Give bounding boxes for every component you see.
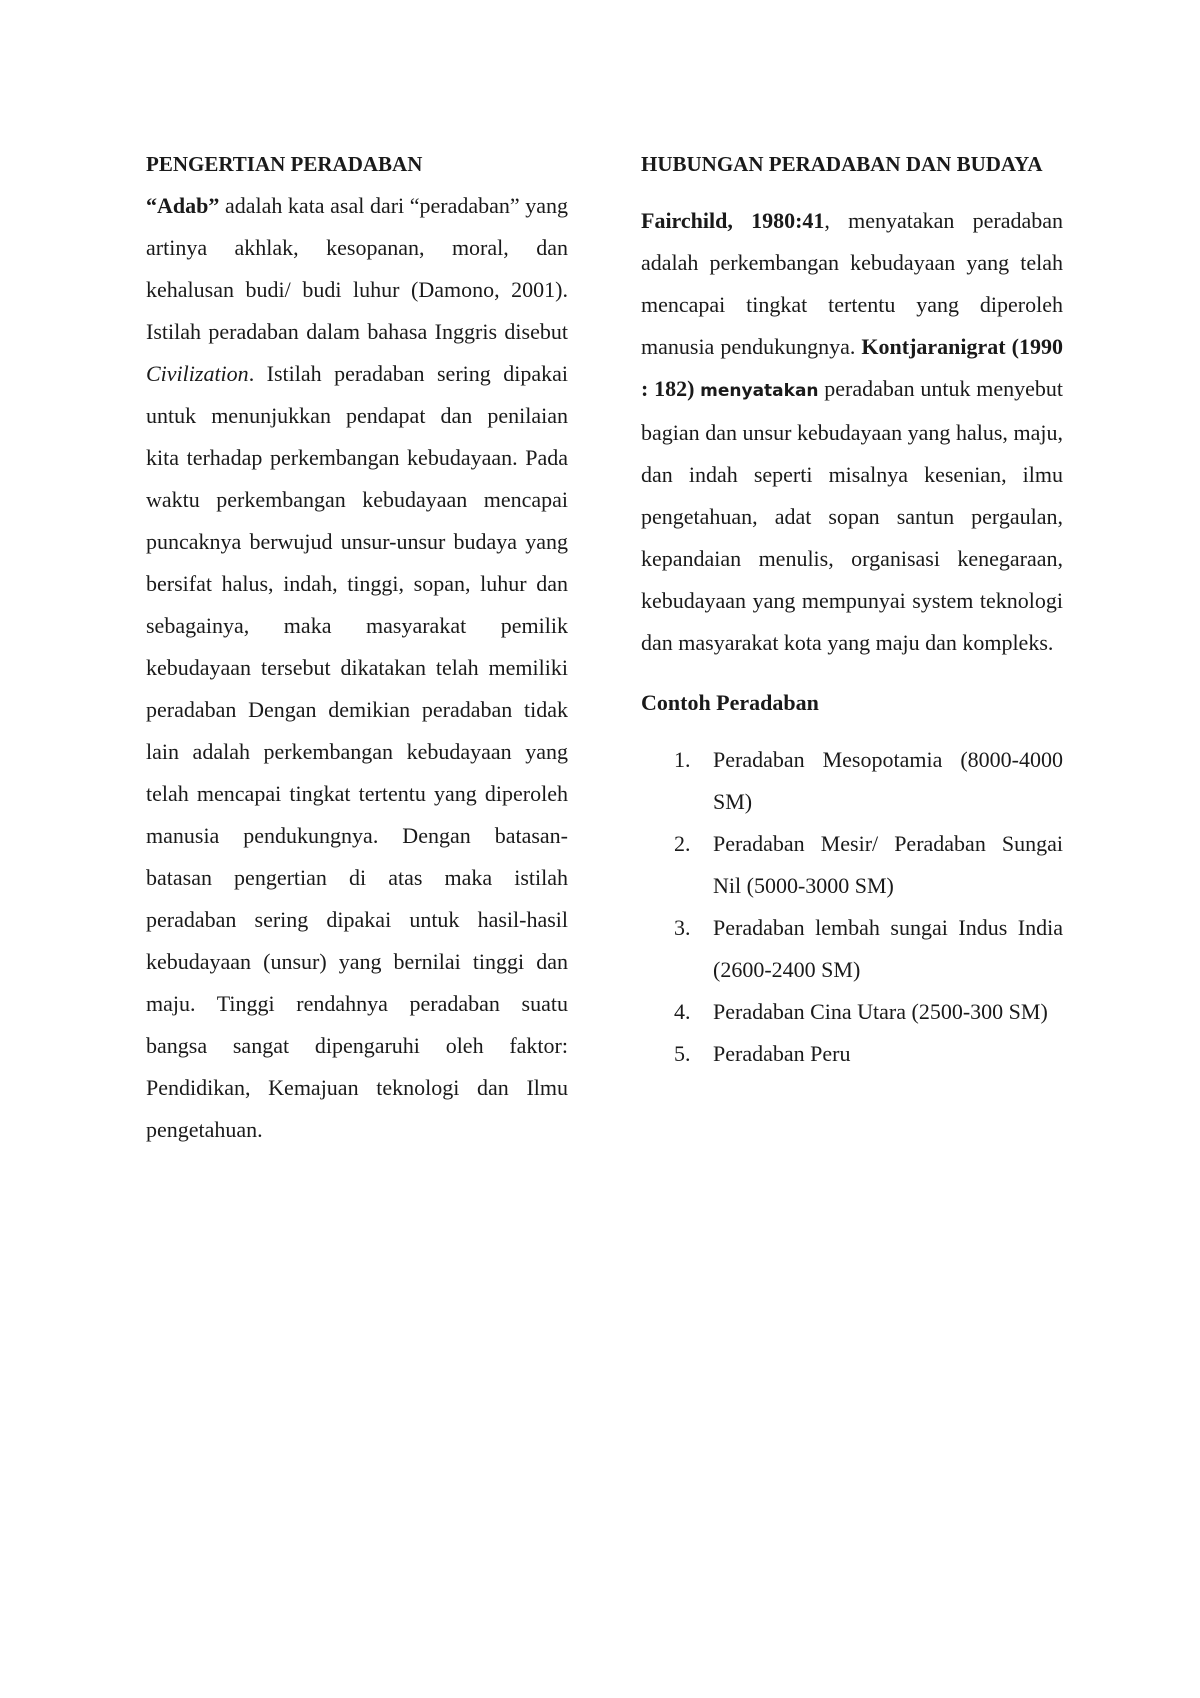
list-number: 5. <box>674 1041 691 1066</box>
list-item <box>641 739 1063 823</box>
left-column <box>146 143 568 1151</box>
civilization-term: Civilization <box>146 361 249 386</box>
list-item <box>641 823 1063 907</box>
pengertian-paragraph <box>146 185 568 1151</box>
list-item <box>641 907 1063 991</box>
list-number: 3. <box>674 915 691 940</box>
list-item-text: Peradaban Mesopotamia (8000-4000 SM) <box>713 747 1063 814</box>
spacer <box>641 664 1063 682</box>
section-heading-pengertian: PENGERTIAN PERADABAN <box>146 152 423 176</box>
list-number: 4. <box>674 999 691 1024</box>
kontjaranigrat-citation: Kontjaranigrat (1990 : 182) <box>641 334 1063 401</box>
list-item <box>641 1033 1063 1075</box>
contoh-peradaban-heading: Contoh Peradaban <box>641 690 819 715</box>
fairchild-citation: Fairchild, 1980:41 <box>641 208 825 233</box>
hubungan-text-part1: , menyatakan peradaban adalah perkembangan kebudayaan yang telah mencapai tingkat tertentu yang diperoleh manusia pendukungnya. <box>641 208 1063 359</box>
menyatakan-word: menyatakan <box>700 381 819 401</box>
list-item-text: Peradaban lembah sungai Indus India (2600-2400 SM) <box>713 915 1063 982</box>
adab-term: “Adab” <box>146 193 220 218</box>
hubungan-paragraph <box>641 200 1063 664</box>
list-number: 2. <box>674 831 691 856</box>
hubungan-text-part2: peradaban untuk menyebut bagian dan unsur kebudayaan yang halus, maju, dan indah seperti misalnya kesenian, ilmu pengetahuan, adat sopan santun pergaulan, kepandaian menulis, organisasi kenegaraan, kebudayaan yang mempunyai system teknologi dan masyarakat kota yang maju dan kompleks. <box>641 376 1063 655</box>
list-number: 1. <box>674 747 691 772</box>
pengertian-text-part2: . Istilah peradaban sering dipakai untuk menunjukkan pendapat dan penilaian kita terhadap perkembangan kebudayaan. Pada waktu perkembangan kebudayaan mencapai puncaknya berwujud unsur-unsur budaya yang bersifat halus, indah, tinggi, sopan, luhur dan sebagainya, maka masyarakat pemilik kebudayaan tersebut dikatakan telah memiliki peradaban Dengan demikian peradaban tidak lain adalah perkembangan kebudayaan yang telah mencapai tingkat tertentu yang diperoleh manusia pendukungnya. Dengan batasan-batasan pengertian di atas maka istilah peradaban sering dipakai untuk hasil-hasil kebudayaan (unsur) yang bernilai tinggi dan maju. Tinggi rendahnya peradaban suatu bangsa sangat dipengaruhi oleh faktor: Pendidikan, Kemajuan teknologi dan Ilmu pengetahuan. <box>146 361 568 1142</box>
examples-list <box>641 739 1063 1075</box>
list-item <box>641 991 1063 1033</box>
list-item-text: Peradaban Peru <box>713 1041 851 1066</box>
right-column <box>641 143 1063 1075</box>
list-item-text: Peradaban Cina Utara (2500-300 SM) <box>713 999 1048 1024</box>
section-heading-hubungan: HUBUNGAN PERADABAN DAN BUDAYA <box>641 152 1043 176</box>
spacer <box>641 724 1063 739</box>
spacer <box>641 185 1063 200</box>
list-item-text: Peradaban Mesir/ Peradaban Sungai Nil (5000-3000 SM) <box>713 831 1063 898</box>
pengertian-text-part1: adalah kata asal dari “peradaban” yang artinya akhlak, kesopanan, moral, dan kehalusan budi/ budi luhur (Damono, 2001). Istilah peradaban dalam bahasa Inggris disebut <box>146 193 568 344</box>
